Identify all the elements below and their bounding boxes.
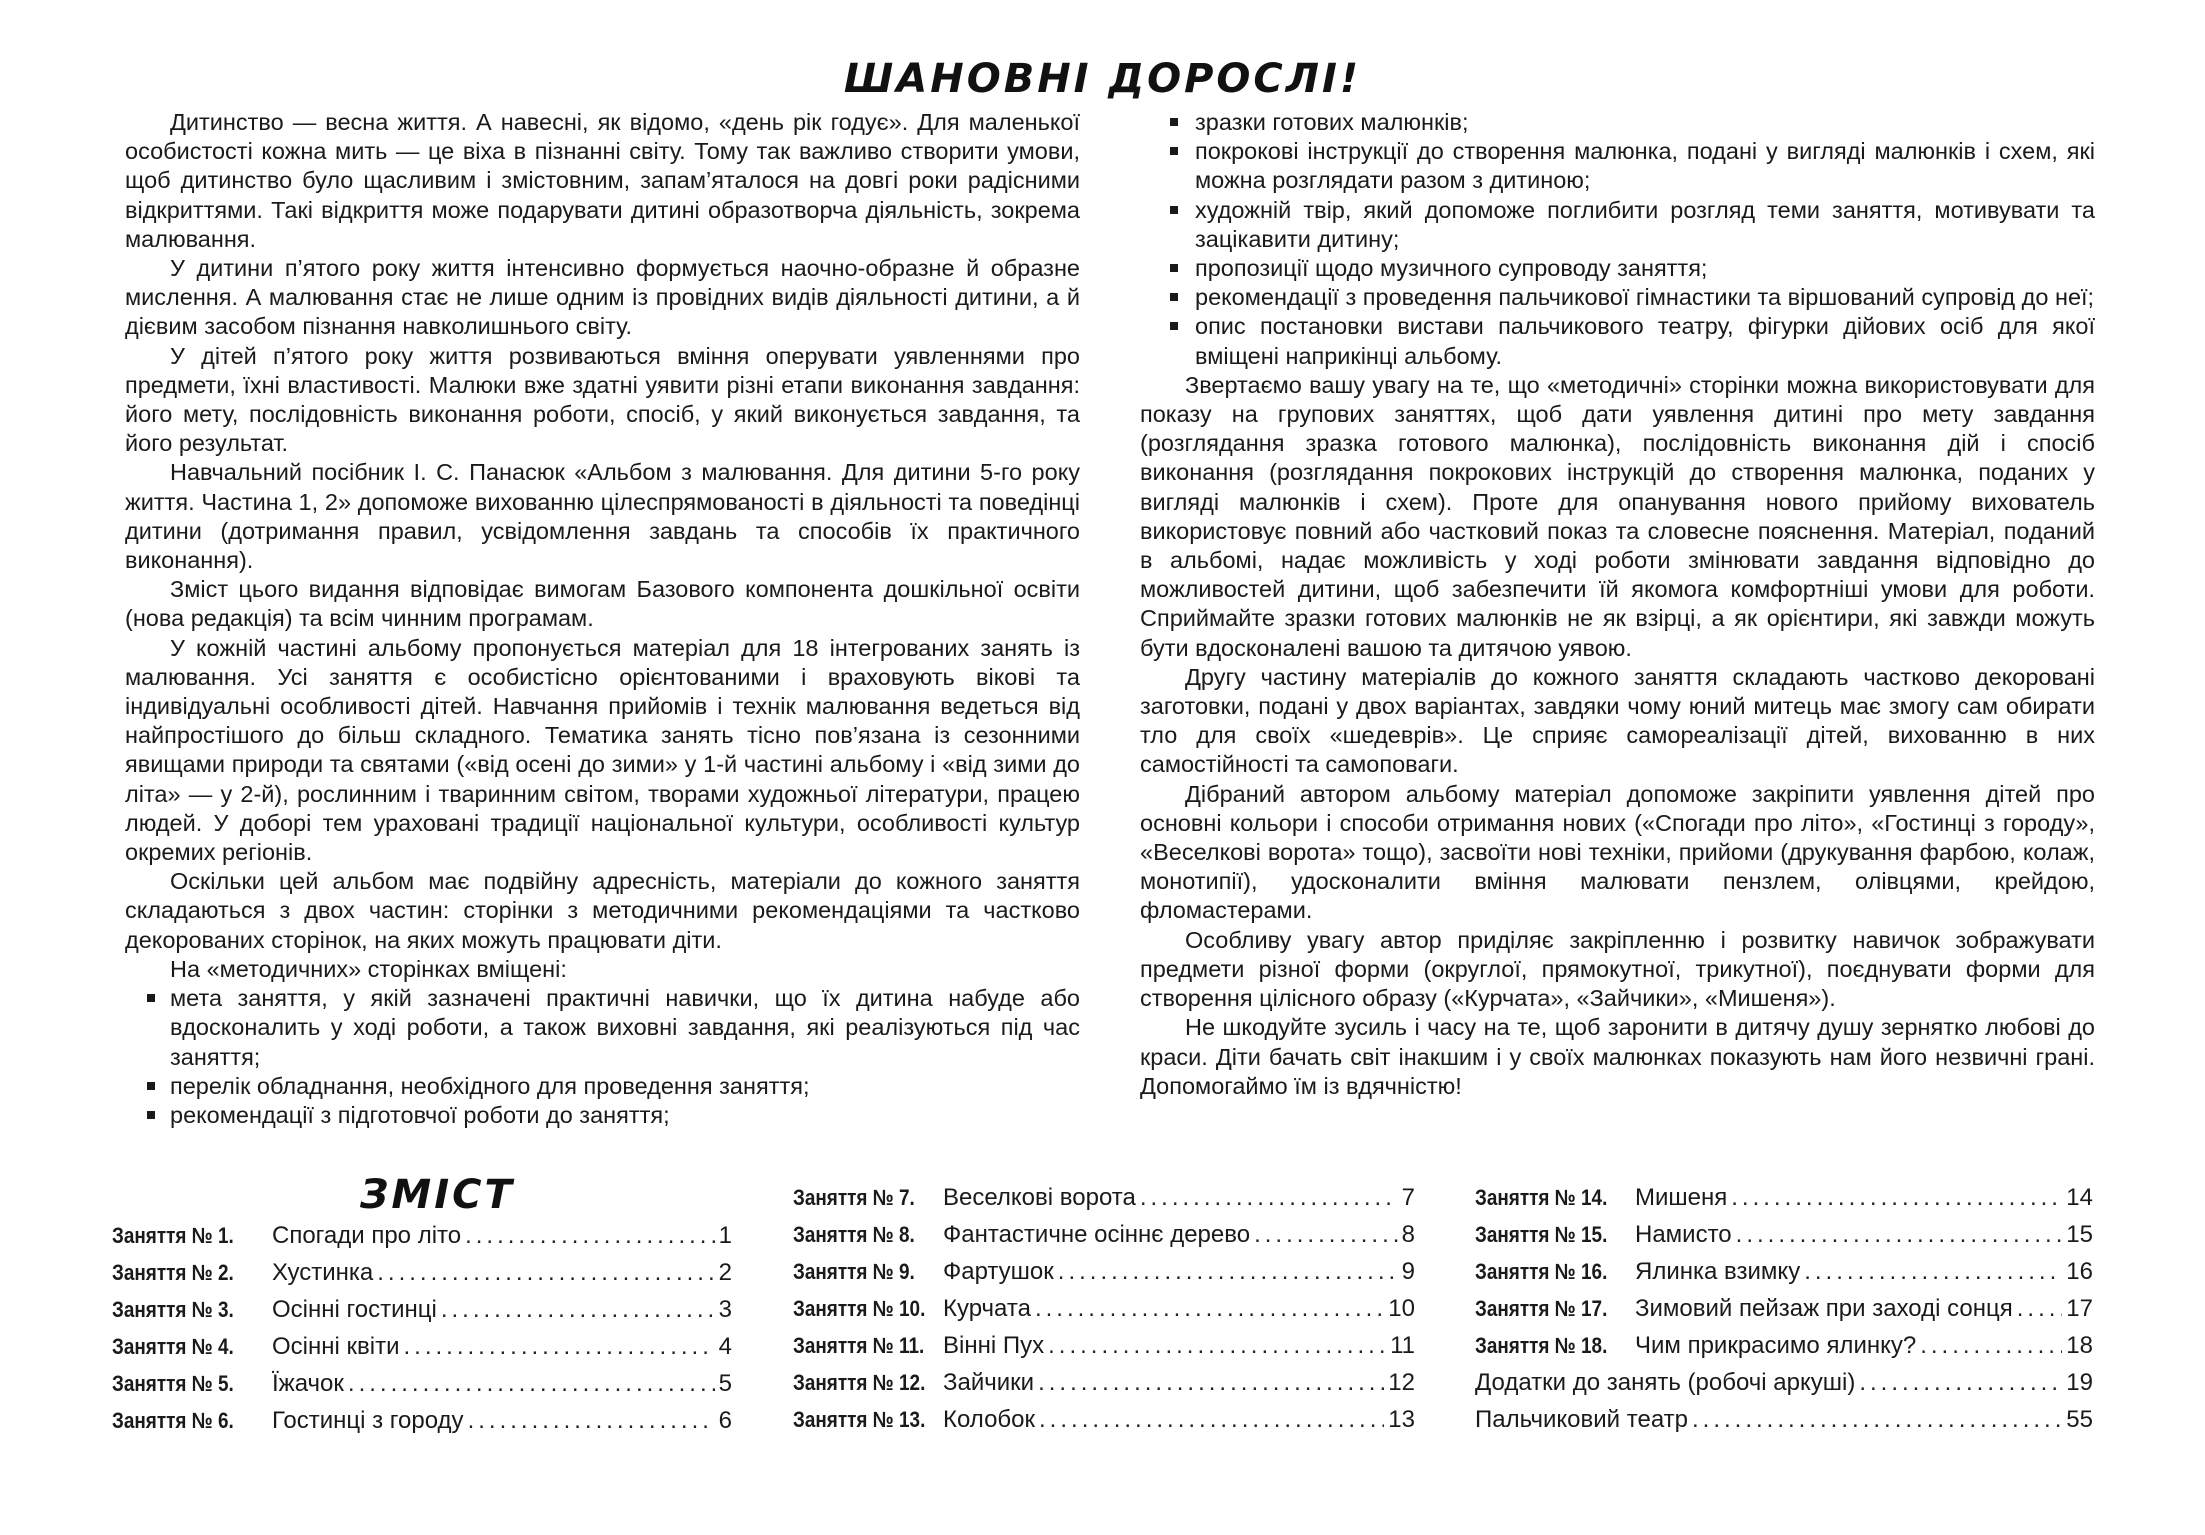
- toc-lesson-number: Заняття № 5.: [112, 1371, 234, 1396]
- toc-entry: [112, 1407, 732, 1444]
- toc-dot-leader: [465, 1222, 715, 1250]
- toc-entry: [1475, 1332, 2093, 1369]
- toc-dot-leader: [1920, 1332, 2062, 1360]
- toc-entry: [1475, 1406, 2093, 1443]
- toc-entry: [793, 1295, 1415, 1332]
- toc-lesson-title: Їжачок: [272, 1370, 344, 1397]
- paragraph: Звертаємо вашу увагу на те, що «методичні» сторінки можна використовувати для показу на групових заняттях, щоб дати уявлення дитині про мету завдання (розглядання зразка готового малюнка), послідовність виконання дій і спосіб виконання (розглядання покрокових інструкцій до створення малюнка, поданих у вигляді малюнків і схем). Проте для опанування нового прийому вихователь використовує повний або частковий показ та словесне пояснення. Матеріал, поданий в альбомі, надає можливість у ході роботи змінювати завдання відповідно до можливостей дитини, щоб забезпечити їй якомога комфортніші умови для роботи. Сприймайте зразки готових малюнків не як взірці, а як орієнтири, які завжди можуть бути вдосконалені вашою та дитячою уявою.: [1140, 371, 2095, 661]
- toc-lesson-title: Осінні гостинці: [272, 1296, 437, 1323]
- paragraph: У дітей п’ятого року життя розвиваються вміння оперувати уявленнями про предмети, їхні властивості. Малюки вже здатні уявити різні етапи виконання завдання: його мету, послідовність виконання роботи, спосіб, у який виконується завдання, та його результат.: [125, 342, 1080, 457]
- toc-lesson-number: Заняття № 3.: [112, 1297, 234, 1322]
- toc-column-3: [1475, 1184, 2093, 1443]
- toc-dot-leader: [1140, 1184, 1398, 1212]
- toc-dot-leader: [348, 1370, 715, 1398]
- toc-lesson-number: Заняття № 7.: [793, 1185, 915, 1210]
- toc-lesson-title: Спогади про літо: [272, 1222, 462, 1249]
- toc-entry: [112, 1370, 732, 1407]
- toc-dot-leader: [1039, 1406, 1384, 1434]
- toc-lesson-title: Осінні квіти: [272, 1333, 400, 1360]
- toc-entry: [112, 1259, 732, 1296]
- toc-dot-leader: [1048, 1332, 1386, 1360]
- toc-lesson-title: Зайчики: [943, 1369, 1035, 1396]
- toc-dot-leader: [468, 1407, 715, 1435]
- toc-entry: [793, 1406, 1415, 1443]
- toc-page-number: 7: [1401, 1184, 1415, 1211]
- toc-entry: [793, 1332, 1415, 1369]
- toc-page-number: 2: [718, 1259, 732, 1286]
- toc-lesson-number: Заняття № 13.: [793, 1407, 926, 1432]
- toc-lesson-title: Фантастичне осіннє дерево: [943, 1221, 1251, 1248]
- list-item: зразки готових малюнків;: [1140, 108, 2095, 137]
- paragraph: Оскільки цей альбом має подвійну адресність, матеріали до кожного заняття складаються з двох частин: сторінки з методичними рекомендаціями та частково декорованих сторінок, на яких можуть працювати діти.: [125, 868, 1080, 953]
- toc-lesson-number: Заняття № 2.: [112, 1260, 234, 1285]
- toc-lesson-number: Заняття № 10.: [793, 1296, 926, 1321]
- paragraph: Зміст цього видання відповідає вимогам Базового компонента дошкільної освіти (нова редакція) та всім чинним програмам.: [125, 576, 1080, 632]
- toc-dot-leader: [1254, 1221, 1398, 1249]
- toc-lesson-title: Веселкові ворота: [943, 1184, 1136, 1211]
- toc-entry: [1475, 1295, 2093, 1332]
- toc-dot-leader: [2017, 1295, 2063, 1323]
- list-item: рекомендації з підготовчої роботи до заняття;: [125, 1101, 1080, 1130]
- paragraph: Дитинство — весна життя. А навесні, як відомо, «день рік годує». Для маленької особистості кожна мить — це віха в пізнанні світу. Тому так важливо створити умови, щоб дитинство було щасливим і змістовним, запам’яталося на довгі роки радісними відкриттями. Такі відкриття може подарувати дитині образотворча діяльність, зокрема малювання.: [125, 109, 1080, 252]
- toc-dot-leader: [1804, 1258, 2062, 1286]
- paragraph: У дитини п’ятого року життя інтенсивно формується наочно-образне й образне мислення. А малювання стає не лише одним із провідних видів діяльності дитини, а й дієвим засобом пізнання навколишнього світу.: [125, 255, 1080, 340]
- toc-dot-leader: [1731, 1184, 2062, 1212]
- toc-lesson-number: Заняття № 6.: [112, 1408, 234, 1433]
- toc-page-number: 55: [2066, 1406, 2093, 1433]
- toc-lesson-title: Ялинка взимку: [1635, 1258, 1801, 1285]
- methodical-contents-list: [125, 984, 1080, 1130]
- toc-dot-leader: [377, 1259, 714, 1287]
- toc-lesson-title: Додатки до занять (робочі аркуші): [1475, 1369, 1856, 1396]
- paragraph: У кожній частині альбому пропонується матеріал для 18 інтегрованих занять із малювання. Усі заняття є особистісно орієнтованими і враховують вікові та індивідуальні особливості дітей. Навчання прийомів і технік малювання ведеться від найпростішого до більш складного. Тематика занять тісно пов’язана із сезонними явищами природи та святами («від осені до зими» у 1-й частині альбому і «від зими до літа» — у 2-й), рослинним і тваринним світом, творами художньої літератури, працею людей. У доборі тем ураховані традиції національної культури, особливості культур окремих регіонів.: [125, 634, 1080, 866]
- toc-entry: [793, 1369, 1415, 1406]
- toc-entry: [793, 1258, 1415, 1295]
- toc-lesson-number: Заняття № 4.: [112, 1334, 234, 1359]
- toc-dot-leader: [1058, 1258, 1398, 1286]
- paragraph: На «методичних» сторінках вміщені:: [170, 955, 567, 982]
- intro-left-column: [125, 108, 1080, 1130]
- toc-dot-leader: [1859, 1369, 2062, 1397]
- toc-entry: [112, 1296, 732, 1333]
- toc-lesson-title: Чим прикрасимо ялинку?: [1635, 1332, 1917, 1359]
- toc-lesson-title: Вінні Пух: [943, 1332, 1045, 1359]
- paragraph: Навчальний посібник І. С. Панасюк «Альбом з малювання. Для дитини 5-го року життя. Частина 1, 2» допоможе вихованню цілеспрямованості в діяльності та поведінці дитини (дотримання правил, усвідомлення завдань та способів їх практичного виконання).: [125, 459, 1080, 574]
- toc-dot-leader: [1035, 1295, 1384, 1323]
- toc-entry: [1475, 1258, 2093, 1295]
- toc-lesson-number: Заняття № 15.: [1475, 1222, 1608, 1247]
- toc-page-number: 3: [718, 1296, 732, 1323]
- toc-dot-leader: [1692, 1406, 2062, 1434]
- page-title: ШАНОВНІ ДОРОСЛІ!: [843, 56, 1362, 102]
- toc-page-number: 17: [2066, 1295, 2093, 1322]
- toc-lesson-number: Заняття № 1.: [112, 1223, 234, 1248]
- toc-lesson-number: Заняття № 17.: [1475, 1296, 1608, 1321]
- toc-entry: [793, 1184, 1415, 1221]
- paragraph: Не шкодуйте зусиль і часу на те, щоб заронити в дитячу душу зернятко любові до краси. Діти бачать світ інакшим і у своїх малюнках показують нам його незвичні грані. Допомогаймо їм із вдячністю!: [1140, 1014, 2095, 1099]
- list-item: покрокові інструкції до створення малюнка, подані у вигляді малюнків і схем, які можна розглядати разом з дитиною;: [1140, 137, 2095, 195]
- toc-lesson-title: Колобок: [943, 1406, 1036, 1433]
- toc-page-number: 9: [1401, 1258, 1415, 1285]
- toc-lesson-title: Намисто: [1635, 1221, 1732, 1248]
- toc-dot-leader: [404, 1333, 715, 1361]
- toc-lesson-title: Мишеня: [1635, 1184, 1728, 1211]
- paragraph: Другу частину матеріалів до кожного заняття складають частково декоровані заготовки, подані у двох варіантах, завдяки чому юний митець має змогу сам обирати тло для своїх «шедеврів». Це сприяє самореалізації дітей, вихованню в них самостійності та самоповаги.: [1140, 663, 2095, 778]
- toc-lesson-number: Заняття № 8.: [793, 1222, 915, 1247]
- toc-entry: [112, 1333, 732, 1370]
- list-item: опис постановки вистави пальчикового театру, фігурки дійових осіб для якої вміщені наприкінці альбому.: [1140, 312, 2095, 370]
- toc-entry: [1475, 1221, 2093, 1258]
- toc-dot-leader: [441, 1296, 715, 1324]
- toc-lesson-number: Заняття № 14.: [1475, 1185, 1608, 1210]
- toc-lesson-number: Заняття № 12.: [793, 1370, 926, 1395]
- toc-lesson-number: Заняття № 16.: [1475, 1259, 1608, 1284]
- toc-lesson-title: Фартушок: [943, 1258, 1054, 1285]
- toc-page-number: 10: [1388, 1295, 1415, 1322]
- list-item: перелік обладнання, необхідного для проведення заняття;: [125, 1072, 1080, 1101]
- paragraph: Дібраний автором альбому матеріал допоможе закріпити уявлення дітей про основні кольори і способи отримання нових («Спогади про літо», «Гостинці з городу», «Веселкові ворота» тощо), засвоїти нові техніки, прийоми (друкування фарбою, колаж, монотипії), удосконалити вміння малювати пензлем, олівцями, крейдою, фломастерами.: [1140, 780, 2095, 924]
- intro-right-column: [1140, 108, 2095, 1101]
- toc-entry: [793, 1221, 1415, 1258]
- toc-lesson-number: Заняття № 18.: [1475, 1333, 1608, 1358]
- toc-entry: [1475, 1369, 2093, 1406]
- toc-page-number: 8: [1401, 1221, 1415, 1248]
- toc-lesson-title: Пальчиковий театр: [1475, 1406, 1688, 1433]
- toc-page-number: 12: [1388, 1369, 1415, 1396]
- toc-entry: [1475, 1184, 2093, 1221]
- toc-lesson-number: Заняття № 11.: [793, 1333, 925, 1358]
- toc-page-number: 4: [718, 1333, 732, 1360]
- list-item: рекомендації з проведення пальчикової гімнастики та віршований супровід до неї;: [1140, 283, 2095, 312]
- toc-column-2: [793, 1184, 1415, 1443]
- toc-page-number: 11: [1390, 1332, 1415, 1359]
- toc-dot-leader: [1736, 1221, 2063, 1249]
- toc-lesson-title: Курчата: [943, 1295, 1031, 1322]
- list-item: художній твір, який допоможе поглибити розгляд теми заняття, мотивувати та зацікавити дитину;: [1140, 196, 2095, 254]
- toc-lesson-title: Зимовий пейзаж при заході сонця: [1635, 1295, 2013, 1322]
- toc-title: ЗМІСТ: [360, 1172, 515, 1218]
- toc-page-number: 18: [2066, 1332, 2093, 1359]
- toc-entry: [112, 1222, 732, 1259]
- toc-page-number: 6: [718, 1407, 732, 1434]
- toc-page-number: 13: [1388, 1406, 1415, 1433]
- list-item: мета заняття, у якій зазначені практичні навички, що їх дитина набуде або вдосконалить у ході роботи, а також виховні завдання, які реалізуються під час заняття;: [125, 984, 1080, 1072]
- toc-page-number: 15: [2066, 1221, 2093, 1248]
- toc-lesson-title: Хустинка: [272, 1259, 374, 1286]
- toc-page-number: 1: [718, 1222, 732, 1249]
- toc-page-number: 14: [2066, 1184, 2093, 1211]
- toc-page-number: 5: [718, 1370, 732, 1397]
- toc-lesson-title: Гостинці з городу: [272, 1407, 464, 1434]
- paragraph: Особливу увагу автор приділяє закріпленню і розвитку навичок зображувати предмети різної форми (округлої, прямокутної, трикутної), поєднувати форми для створення цілісного образу («Курчата», «Зайчики», «Мишеня»).: [1140, 926, 2095, 1012]
- toc-page-number: 19: [2066, 1369, 2093, 1396]
- toc-dot-leader: [1038, 1369, 1384, 1397]
- list-item: пропозиції щодо музичного супроводу заняття;: [1140, 254, 2095, 283]
- toc-column-1: [112, 1222, 732, 1444]
- toc-lesson-number: Заняття № 9.: [793, 1259, 915, 1284]
- methodical-contents-list-continued: [1140, 108, 2095, 371]
- toc-page-number: 16: [2066, 1258, 2093, 1285]
